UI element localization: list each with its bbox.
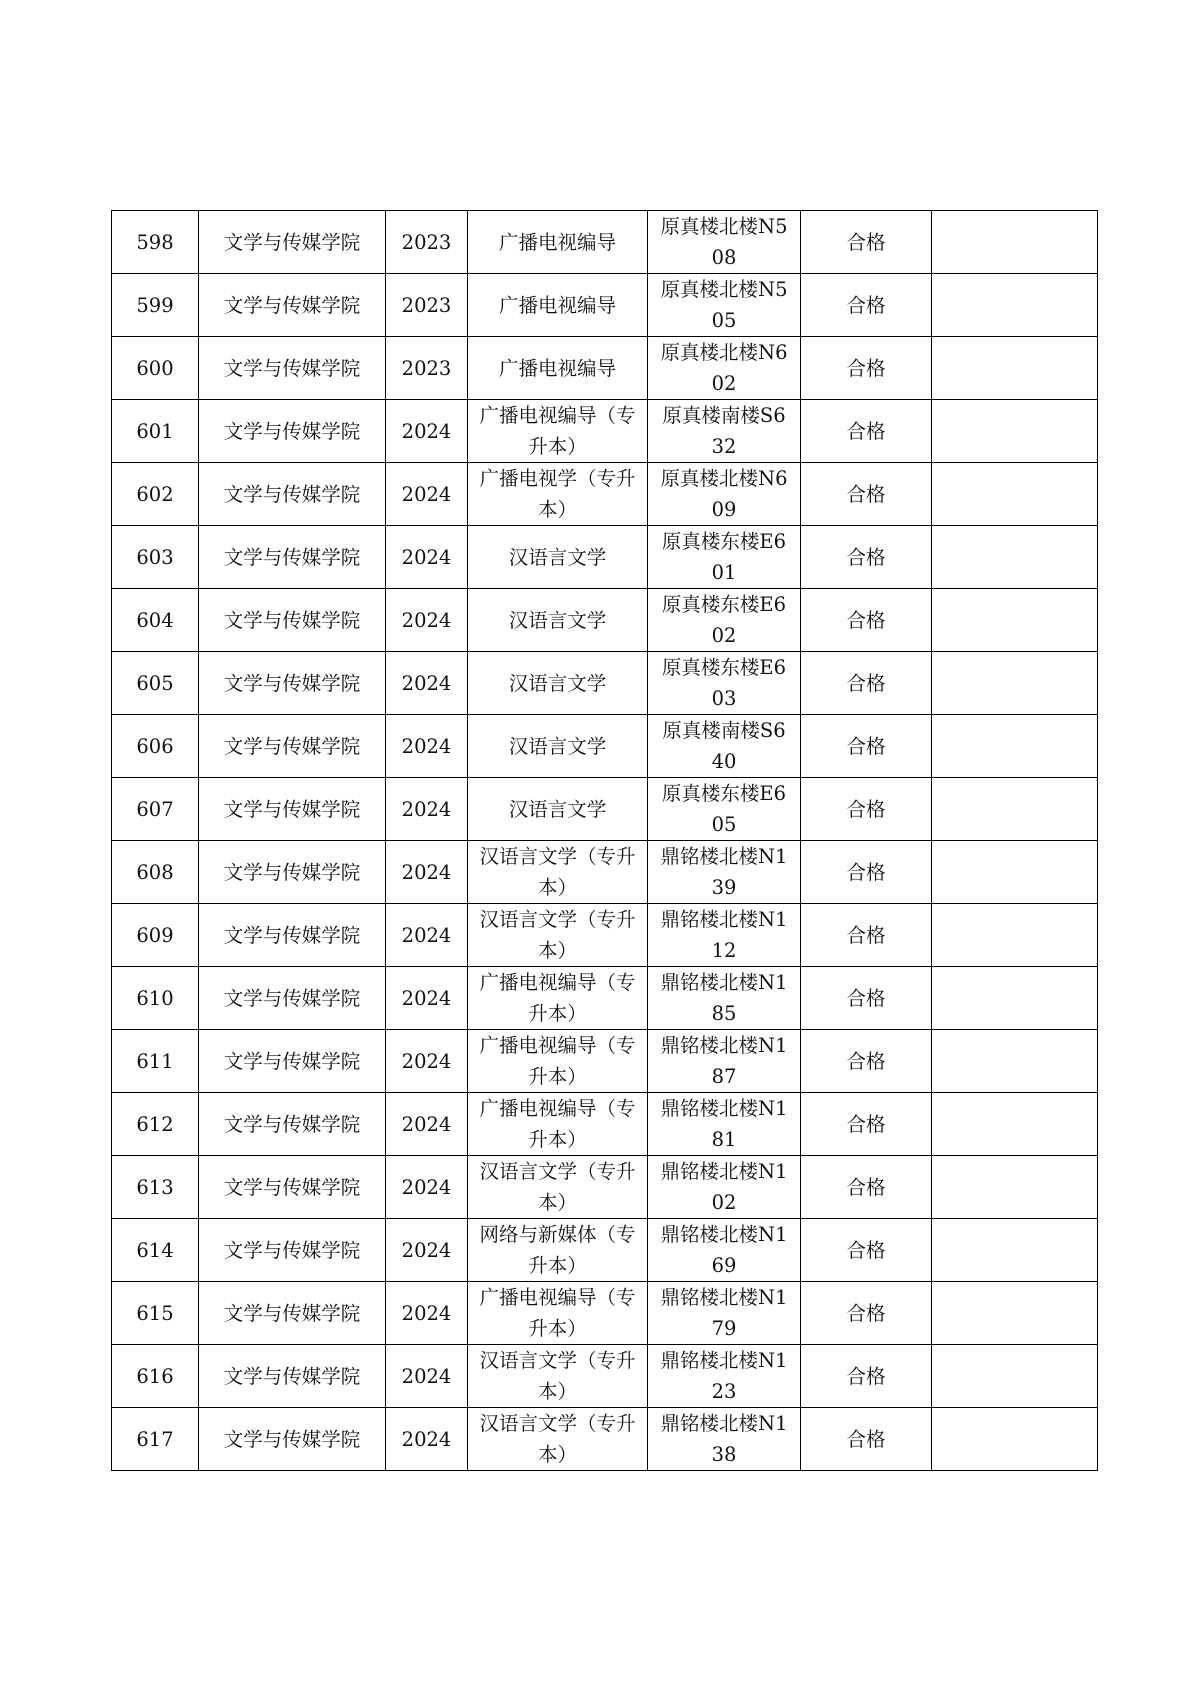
college-cell: 文学与传媒学院 [199, 715, 386, 778]
table-row [112, 1156, 1098, 1219]
year-cell: 2024 [386, 652, 468, 715]
result-cell: 合格 [801, 1156, 932, 1219]
note-cell [932, 715, 1098, 778]
year-cell: 2023 [386, 211, 468, 274]
note-cell [932, 337, 1098, 400]
note-cell [932, 652, 1098, 715]
row-number-cell: 599 [112, 274, 199, 337]
room-cell: 鼎铭楼北楼N169 [648, 1219, 801, 1282]
row-number-cell: 602 [112, 463, 199, 526]
room-cell: 鼎铭楼北楼N139 [648, 841, 801, 904]
row-number-cell: 608 [112, 841, 199, 904]
major-cell: 广播电视编导（专升本） [468, 1282, 648, 1345]
table-row [112, 337, 1098, 400]
result-cell: 合格 [801, 1282, 932, 1345]
major-cell: 广播电视编导 [468, 274, 648, 337]
table-row [112, 652, 1098, 715]
row-number-cell: 600 [112, 337, 199, 400]
note-cell [932, 967, 1098, 1030]
room-cell: 原真楼东楼E603 [648, 652, 801, 715]
note-cell [932, 1345, 1098, 1408]
table-row [112, 274, 1098, 337]
result-cell: 合格 [801, 1345, 932, 1408]
inspection-results-table [111, 210, 1098, 1471]
room-cell: 原真楼南楼S640 [648, 715, 801, 778]
major-cell: 汉语言文学 [468, 526, 648, 589]
year-cell: 2024 [386, 778, 468, 841]
result-cell: 合格 [801, 904, 932, 967]
result-cell: 合格 [801, 337, 932, 400]
year-cell: 2024 [386, 1282, 468, 1345]
room-cell: 原真楼东楼E602 [648, 589, 801, 652]
room-cell: 原真楼东楼E605 [648, 778, 801, 841]
major-cell: 广播电视学（专升本） [468, 463, 648, 526]
year-cell: 2024 [386, 463, 468, 526]
room-cell: 鼎铭楼北楼N123 [648, 1345, 801, 1408]
result-cell: 合格 [801, 967, 932, 1030]
year-cell: 2024 [386, 967, 468, 1030]
row-number-cell: 606 [112, 715, 199, 778]
note-cell [932, 211, 1098, 274]
table-row [112, 1408, 1098, 1471]
result-cell: 合格 [801, 526, 932, 589]
result-cell: 合格 [801, 841, 932, 904]
note-cell [932, 1219, 1098, 1282]
year-cell: 2024 [386, 400, 468, 463]
result-cell: 合格 [801, 589, 932, 652]
room-cell: 原真楼东楼E601 [648, 526, 801, 589]
row-number-cell: 612 [112, 1093, 199, 1156]
result-cell: 合格 [801, 1408, 932, 1471]
table-row [112, 778, 1098, 841]
year-cell: 2024 [386, 1408, 468, 1471]
room-cell: 鼎铭楼北楼N179 [648, 1282, 801, 1345]
note-cell [932, 1156, 1098, 1219]
result-cell: 合格 [801, 1093, 932, 1156]
major-cell: 汉语言文学 [468, 715, 648, 778]
row-number-cell: 609 [112, 904, 199, 967]
major-cell: 汉语言文学（专升本） [468, 1408, 648, 1471]
result-cell: 合格 [801, 463, 932, 526]
room-cell: 原真楼北楼N505 [648, 274, 801, 337]
major-cell: 广播电视编导（专升本） [468, 1093, 648, 1156]
major-cell: 网络与新媒体（专升本） [468, 1219, 648, 1282]
table-row [112, 1282, 1098, 1345]
table-row [112, 841, 1098, 904]
note-cell [932, 904, 1098, 967]
note-cell [932, 1093, 1098, 1156]
year-cell: 2024 [386, 1093, 468, 1156]
room-cell: 原真楼南楼S632 [648, 400, 801, 463]
college-cell: 文学与传媒学院 [199, 1093, 386, 1156]
college-cell: 文学与传媒学院 [199, 1408, 386, 1471]
major-cell: 汉语言文学 [468, 652, 648, 715]
result-cell: 合格 [801, 715, 932, 778]
college-cell: 文学与传媒学院 [199, 400, 386, 463]
year-cell: 2024 [386, 904, 468, 967]
table-body [112, 211, 1098, 1471]
major-cell: 汉语言文学（专升本） [468, 904, 648, 967]
college-cell: 文学与传媒学院 [199, 778, 386, 841]
college-cell: 文学与传媒学院 [199, 211, 386, 274]
major-cell: 广播电视编导 [468, 337, 648, 400]
row-number-cell: 613 [112, 1156, 199, 1219]
note-cell [932, 463, 1098, 526]
year-cell: 2023 [386, 274, 468, 337]
note-cell [932, 1030, 1098, 1093]
note-cell [932, 1282, 1098, 1345]
note-cell [932, 841, 1098, 904]
room-cell: 鼎铭楼北楼N185 [648, 967, 801, 1030]
result-cell: 合格 [801, 778, 932, 841]
year-cell: 2024 [386, 589, 468, 652]
row-number-cell: 601 [112, 400, 199, 463]
major-cell: 汉语言文学 [468, 778, 648, 841]
college-cell: 文学与传媒学院 [199, 1156, 386, 1219]
major-cell: 汉语言文学（专升本） [468, 1156, 648, 1219]
year-cell: 2024 [386, 1219, 468, 1282]
note-cell [932, 400, 1098, 463]
table-row [112, 463, 1098, 526]
room-cell: 原真楼北楼N508 [648, 211, 801, 274]
year-cell: 2024 [386, 526, 468, 589]
college-cell: 文学与传媒学院 [199, 463, 386, 526]
note-cell [932, 778, 1098, 841]
college-cell: 文学与传媒学院 [199, 337, 386, 400]
row-number-cell: 610 [112, 967, 199, 1030]
college-cell: 文学与传媒学院 [199, 967, 386, 1030]
row-number-cell: 614 [112, 1219, 199, 1282]
row-number-cell: 611 [112, 1030, 199, 1093]
row-number-cell: 604 [112, 589, 199, 652]
row-number-cell: 607 [112, 778, 199, 841]
note-cell [932, 589, 1098, 652]
row-number-cell: 617 [112, 1408, 199, 1471]
college-cell: 文学与传媒学院 [199, 1219, 386, 1282]
major-cell: 汉语言文学 [468, 589, 648, 652]
room-cell: 鼎铭楼北楼N102 [648, 1156, 801, 1219]
major-cell: 广播电视编导 [468, 211, 648, 274]
row-number-cell: 603 [112, 526, 199, 589]
row-number-cell: 615 [112, 1282, 199, 1345]
result-cell: 合格 [801, 274, 932, 337]
table-row [112, 589, 1098, 652]
year-cell: 2024 [386, 715, 468, 778]
year-cell: 2024 [386, 1030, 468, 1093]
year-cell: 2023 [386, 337, 468, 400]
room-cell: 原真楼北楼N602 [648, 337, 801, 400]
table-row [112, 904, 1098, 967]
result-cell: 合格 [801, 211, 932, 274]
year-cell: 2024 [386, 1156, 468, 1219]
result-cell: 合格 [801, 1030, 932, 1093]
table-row [112, 526, 1098, 589]
major-cell: 广播电视编导（专升本） [468, 1030, 648, 1093]
table-row [112, 1093, 1098, 1156]
table-row [112, 1345, 1098, 1408]
table-row [112, 1030, 1098, 1093]
note-cell [932, 1408, 1098, 1471]
college-cell: 文学与传媒学院 [199, 841, 386, 904]
college-cell: 文学与传媒学院 [199, 904, 386, 967]
room-cell: 鼎铭楼北楼N181 [648, 1093, 801, 1156]
year-cell: 2024 [386, 1345, 468, 1408]
year-cell: 2024 [386, 841, 468, 904]
note-cell [932, 526, 1098, 589]
table-row [112, 715, 1098, 778]
college-cell: 文学与传媒学院 [199, 589, 386, 652]
major-cell: 广播电视编导（专升本） [468, 967, 648, 1030]
college-cell: 文学与传媒学院 [199, 274, 386, 337]
result-cell: 合格 [801, 400, 932, 463]
row-number-cell: 616 [112, 1345, 199, 1408]
college-cell: 文学与传媒学院 [199, 1030, 386, 1093]
table-row [112, 1219, 1098, 1282]
table-row [112, 211, 1098, 274]
result-cell: 合格 [801, 1219, 932, 1282]
college-cell: 文学与传媒学院 [199, 1345, 386, 1408]
room-cell: 原真楼北楼N609 [648, 463, 801, 526]
major-cell: 汉语言文学（专升本） [468, 841, 648, 904]
college-cell: 文学与传媒学院 [199, 652, 386, 715]
room-cell: 鼎铭楼北楼N112 [648, 904, 801, 967]
note-cell [932, 274, 1098, 337]
major-cell: 广播电视编导（专升本） [468, 400, 648, 463]
table-row [112, 967, 1098, 1030]
row-number-cell: 605 [112, 652, 199, 715]
room-cell: 鼎铭楼北楼N187 [648, 1030, 801, 1093]
row-number-cell: 598 [112, 211, 199, 274]
major-cell: 汉语言文学（专升本） [468, 1345, 648, 1408]
college-cell: 文学与传媒学院 [199, 1282, 386, 1345]
result-cell: 合格 [801, 652, 932, 715]
college-cell: 文学与传媒学院 [199, 526, 386, 589]
room-cell: 鼎铭楼北楼N138 [648, 1408, 801, 1471]
table-row [112, 400, 1098, 463]
